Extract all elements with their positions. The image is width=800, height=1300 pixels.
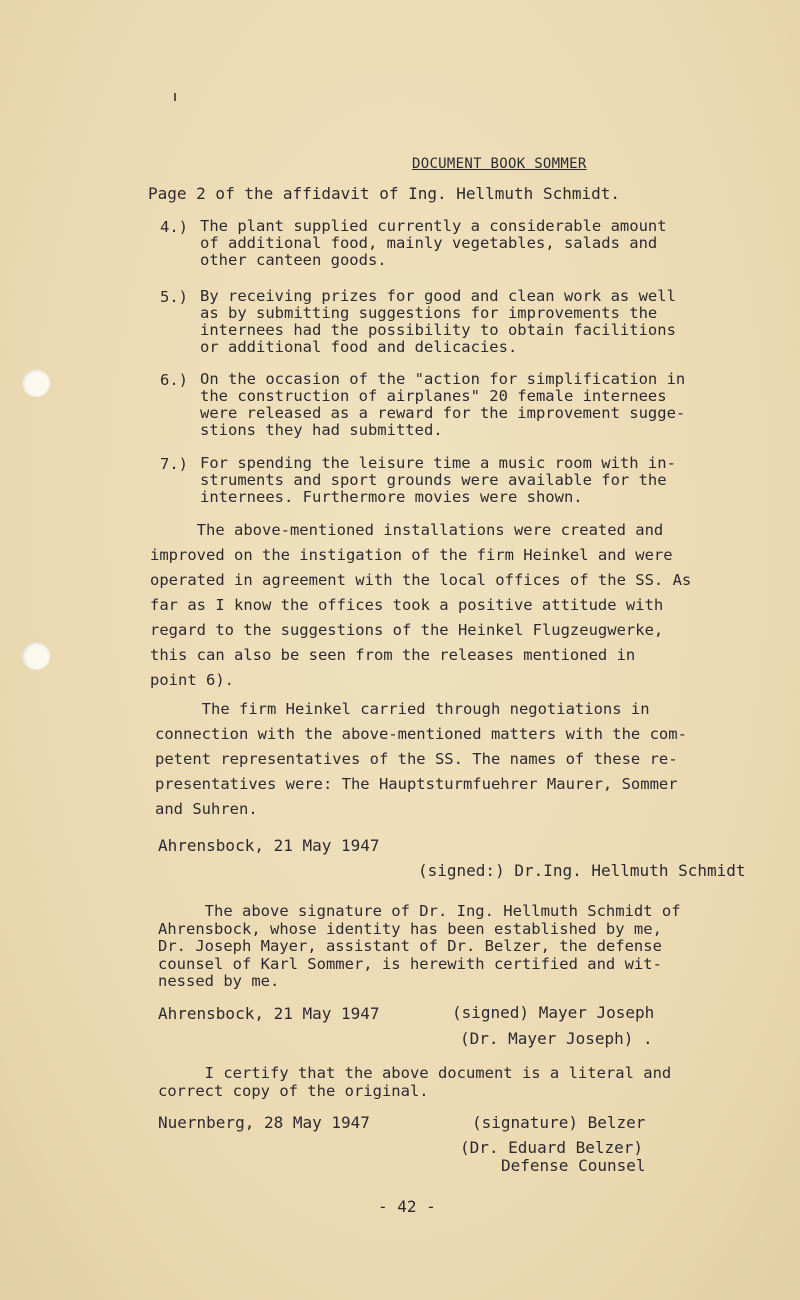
item-number: 7.): [160, 455, 188, 473]
signature-line: (signature) Belzer: [472, 1113, 646, 1132]
place-date: Nuernberg, 28 May 1947: [158, 1113, 370, 1132]
signatory-name: (Dr. Eduard Belzer): [460, 1138, 644, 1157]
body-paragraph: The firm Heinkel carried through negotiations in connection with the above-mentioned matters with the com- petent representatives of the SS. The names of these re- presentatives were: The Hauptsturmfuehrer Maurer, Sommer and Suhren.: [155, 700, 687, 818]
certification-paragraph: I certify that the above document is a literal and correct copy of the original.: [158, 1064, 672, 1100]
punch-hole: [22, 369, 50, 397]
place-date: Ahrensbock, 21 May 1947: [158, 836, 380, 855]
item-text: The plant supplied currently a considerable amount of additional food, mainly vegetables, salads and other canteen goods.: [200, 217, 667, 269]
body-paragraph: The above-mentioned installations were created and improved on the instigation of the firm Heinkel and were operated in agreement with the local offices of the SS. As far as I know the offices took a positive attitude with regard to the suggestions of the Heinkel Flugzeugwerke, this can also be seen from the releases mentioned in point 6).: [150, 521, 692, 689]
signature-line: (signed) Mayer Joseph: [452, 1003, 655, 1022]
item-number: 6.): [160, 371, 188, 389]
item-text: By receiving prizes for good and clean work as well as by submitting suggestions for improvements the internees had the possibility to obtain facilitions or additional food and delicacies.: [200, 287, 676, 356]
item-text: On the occasion of the "action for simplification in the construction of airplanes" 20 female internees were released as a reward for the improvement sugge- stions they had submitted.: [200, 370, 686, 439]
page-number: - 42 -: [378, 1197, 436, 1216]
item-text: For spending the leisure time a music room with in- struments and sport grounds were available for the internees. Furthermore movies were shown.: [200, 454, 676, 506]
item-number: 4.): [160, 218, 188, 236]
document-header: DOCUMENT BOOK SOMMER: [412, 156, 587, 172]
certification-paragraph: The above signature of Dr. Ing. Hellmuth Schmidt of Ahrensbock, whose identity has been established by me, Dr. Joseph Mayer, assistant of Dr. Belzer, the defense counsel of Karl Sommer, is herewith certified and wit- nessed by me.: [158, 902, 681, 990]
page-title: Page 2 of the affidavit of Ing. Hellmuth Schmidt.: [148, 184, 621, 203]
signature-line: (signed:) Dr.Ing. Hellmuth Schmidt: [418, 861, 746, 880]
signatory-title: Defense Counsel: [501, 1156, 646, 1175]
signatory-name: (Dr. Mayer Joseph) .: [460, 1029, 653, 1048]
item-number: 5.): [160, 288, 188, 306]
place-date: Ahrensbock, 21 May 1947: [158, 1004, 380, 1023]
punch-hole: [22, 642, 50, 670]
stray-mark: [174, 93, 176, 101]
